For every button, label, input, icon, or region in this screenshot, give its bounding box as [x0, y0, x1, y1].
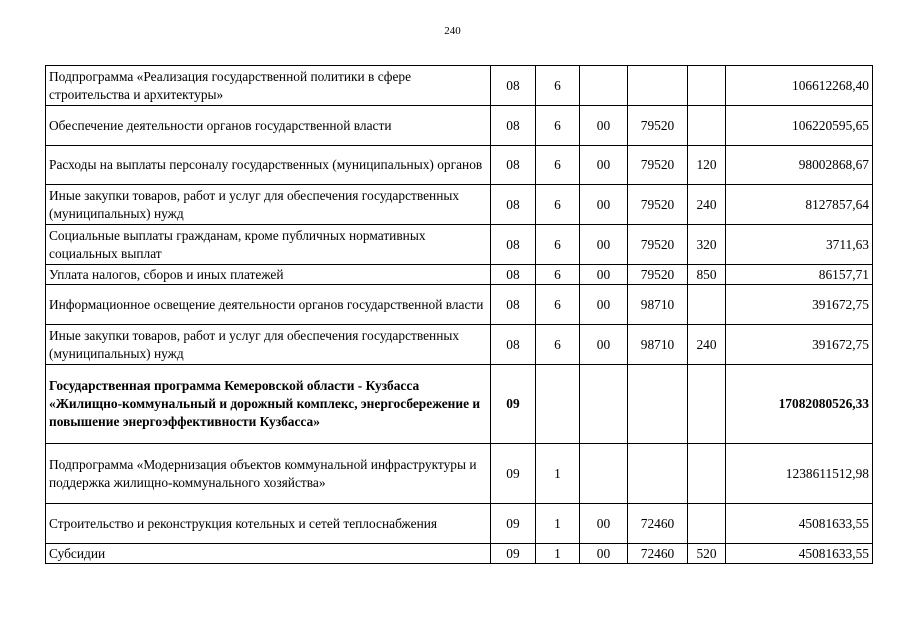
subsection-code: 6: [536, 66, 580, 106]
table-row: [46, 185, 873, 225]
program-code: 00: [580, 544, 628, 564]
amount: 3711,63: [726, 225, 873, 265]
row-name: Субсидии: [46, 544, 491, 564]
expense-type-code: 520: [688, 544, 726, 564]
amount: 106612268,40: [726, 66, 873, 106]
subsection-code: 1: [536, 544, 580, 564]
program-code: 00: [580, 265, 628, 285]
table-row: [46, 66, 873, 106]
program-code: 00: [580, 325, 628, 365]
subsection-code: 1: [536, 504, 580, 544]
expense-type-code: [688, 444, 726, 504]
subsection-code: 6: [536, 225, 580, 265]
expense-type-code: [688, 504, 726, 544]
direction-code: 79520: [628, 185, 688, 225]
row-name: Иные закупки товаров, работ и услуг для обеспечения государственных (муниципальных) нужд: [46, 325, 491, 365]
section-code: 08: [491, 66, 536, 106]
direction-code: 79520: [628, 146, 688, 185]
subsection-code: 1: [536, 444, 580, 504]
expense-type-code: [688, 106, 726, 146]
table-row: [46, 504, 873, 544]
section-code: 09: [491, 544, 536, 564]
expense-type-code: [688, 365, 726, 444]
direction-code: [628, 365, 688, 444]
program-code: [580, 66, 628, 106]
subsection-code: 6: [536, 106, 580, 146]
row-name: Иные закупки товаров, работ и услуг для обеспечения государственных (муниципальных) нужд: [46, 185, 491, 225]
subsection-code: 6: [536, 325, 580, 365]
section-code: 08: [491, 265, 536, 285]
row-name: Подпрограмма «Реализация государственной политики в сфере строительства и архитектуры»: [46, 66, 491, 106]
direction-code: [628, 66, 688, 106]
direction-code: [628, 444, 688, 504]
expense-type-code: 120: [688, 146, 726, 185]
row-name: Социальные выплаты гражданам, кроме публичных нормативных социальных выплат: [46, 225, 491, 265]
program-code: [580, 444, 628, 504]
direction-code: 72460: [628, 504, 688, 544]
direction-code: 98710: [628, 285, 688, 325]
expense-type-code: 240: [688, 325, 726, 365]
amount: 17082080526,33: [726, 365, 873, 444]
program-code: 00: [580, 146, 628, 185]
direction-code: 79520: [628, 225, 688, 265]
amount: 45081633,55: [726, 504, 873, 544]
expense-type-code: [688, 66, 726, 106]
direction-code: 72460: [628, 544, 688, 564]
amount: 8127857,64: [726, 185, 873, 225]
subsection-code: [536, 365, 580, 444]
program-code: 00: [580, 106, 628, 146]
program-code: 00: [580, 185, 628, 225]
amount: 1238611512,98: [726, 444, 873, 504]
amount: 391672,75: [726, 325, 873, 365]
expense-type-code: 320: [688, 225, 726, 265]
expense-type-code: 850: [688, 265, 726, 285]
direction-code: 79520: [628, 106, 688, 146]
row-name: Подпрограмма «Модернизация объектов коммунальной инфраструктуры и поддержка жилищно-коммунального хозяйства»: [46, 444, 491, 504]
row-name: Государственная программа Кемеровской области - Кузбасса «Жилищно-коммунальный и дорожный комплекс, энергосбережение и повышение энергоэффективности Кузбасса»: [46, 365, 491, 444]
section-code: 09: [491, 365, 536, 444]
expense-type-code: [688, 285, 726, 325]
table-row: [46, 225, 873, 265]
amount: 106220595,65: [726, 106, 873, 146]
expense-type-code: 240: [688, 185, 726, 225]
table-row: [46, 444, 873, 504]
row-name: Строительство и реконструкция котельных и сетей теплоснабжения: [46, 504, 491, 544]
table-row: [46, 544, 873, 564]
table-row: [46, 265, 873, 285]
row-name: Обеспечение деятельности органов государственной власти: [46, 106, 491, 146]
section-code: 09: [491, 504, 536, 544]
section-code: 08: [491, 106, 536, 146]
direction-code: 98710: [628, 325, 688, 365]
budget-table: [45, 65, 873, 564]
program-code: 00: [580, 225, 628, 265]
section-code: 09: [491, 444, 536, 504]
amount: 391672,75: [726, 285, 873, 325]
subsection-code: 6: [536, 146, 580, 185]
subsection-code: 6: [536, 285, 580, 325]
amount: 86157,71: [726, 265, 873, 285]
section-code: 08: [491, 325, 536, 365]
section-code: 08: [491, 285, 536, 325]
table-row: [46, 146, 873, 185]
row-name: Информационное освещение деятельности органов государственной власти: [46, 285, 491, 325]
table-row: [46, 325, 873, 365]
program-code: 00: [580, 285, 628, 325]
row-name: Расходы на выплаты персоналу государственных (муниципальных) органов: [46, 146, 491, 185]
table-row: [46, 365, 873, 444]
page-number: 240: [444, 25, 461, 37]
section-code: 08: [491, 146, 536, 185]
program-code: 00: [580, 504, 628, 544]
row-name: Уплата налогов, сборов и иных платежей: [46, 265, 491, 285]
section-code: 08: [491, 185, 536, 225]
subsection-code: 6: [536, 265, 580, 285]
table-row: [46, 285, 873, 325]
section-code: 08: [491, 225, 536, 265]
program-code: [580, 365, 628, 444]
direction-code: 79520: [628, 265, 688, 285]
subsection-code: 6: [536, 185, 580, 225]
amount: 45081633,55: [726, 544, 873, 564]
amount: 98002868,67: [726, 146, 873, 185]
table-row: [46, 106, 873, 146]
